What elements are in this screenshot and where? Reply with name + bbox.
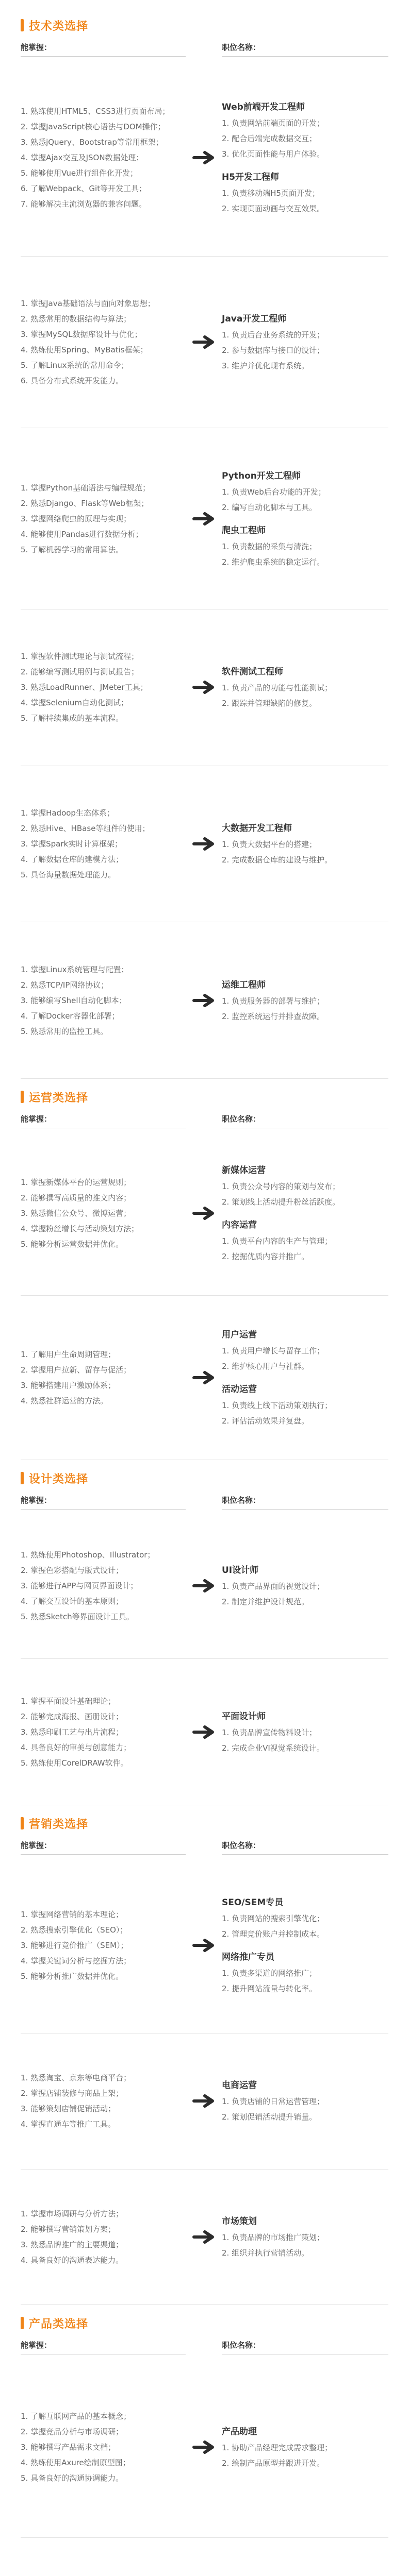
duty-list: [222, 539, 388, 570]
skill-item: 3. 熟悉LoadRunner、JMeter工具；: [21, 683, 148, 692]
duty-item: 2. 管理竞价账户并控制成本。: [222, 1929, 325, 1939]
arrow-right-icon: [186, 836, 222, 852]
job-entry: [222, 820, 388, 868]
skills-column-header: 能掌握：: [21, 2337, 186, 2354]
duty-list: [222, 185, 388, 216]
career-section: [0, 10, 409, 1082]
duty-list: [222, 1911, 388, 1942]
job-entry: [222, 311, 388, 374]
career-row: [21, 1513, 388, 1659]
career-row: [21, 257, 388, 429]
duty-item: 2. 评估活动效果并复盘。: [222, 1416, 309, 1426]
skill-item: 3. 能够搭建用户激励体系；: [21, 1381, 116, 1390]
job-entry: [222, 1708, 388, 1756]
career-section: [0, 1463, 409, 1808]
arrow-graphic: [192, 1938, 215, 1953]
skill-item: 3. 熟悉品牌推广的主要渠道；: [21, 2240, 124, 2249]
skill-item: 4. 了解Docker容器化部署；: [21, 1011, 120, 1021]
duty-list: [222, 1343, 388, 1374]
career-section: [0, 1082, 409, 1463]
job-title: SEO/SEM专员: [222, 1897, 284, 1908]
skill-item: 3. 熟悉微信公众号、微博运营；: [21, 1209, 132, 1218]
career-row: [21, 2033, 388, 2169]
column-headers: [21, 1111, 388, 1128]
career-rows: [21, 1858, 388, 2305]
job-entry: [222, 169, 388, 216]
jobs-column-header: 职位名称：: [222, 39, 388, 57]
arrow-graphic: [192, 1370, 215, 1385]
job-title: Web前端开发工程师: [222, 102, 305, 113]
duty-item: 2. 提升网站流量与转化率。: [222, 1984, 317, 1994]
skill-item: 3. 熟悉jQuery、Bootstrap等常用框架；: [21, 138, 163, 147]
jobs-list: [222, 2424, 388, 2471]
duty-item: 1. 负责大数据平台的搭建；: [222, 840, 317, 850]
skill-item: 4. 能够使用Pandas进行数据分析；: [21, 529, 143, 539]
career-row: [21, 1659, 388, 1805]
arrow-right-icon: [186, 2093, 222, 2109]
skill-item: 2. 能够撰写高质量的推文内容；: [21, 1193, 132, 1202]
skill-item: 2. 能够编写测试用例与测试报告；: [21, 667, 139, 677]
skill-item: 5. 具备良好的沟通协调能力。: [21, 2473, 124, 2483]
duty-item: 1. 负责店铺的日常运营管理；: [222, 2097, 325, 2107]
job-entry: [222, 1162, 388, 1210]
duty-item: 3. 维护并优化现有系统。: [222, 361, 309, 370]
skill-item: 5. 能够分析推广数据并优化。: [21, 1972, 124, 1981]
career-row: [21, 2538, 388, 2576]
career-row: [21, 2358, 388, 2538]
job-title: 电商运营: [222, 2080, 257, 2091]
jobs-column-header: 职位名称：: [222, 1111, 388, 1128]
skills-list: [21, 104, 186, 212]
section-heading: [21, 1812, 88, 1834]
jobs-list: [222, 99, 388, 216]
skill-item: 3. 能够撰写产品需求文档；: [21, 2443, 116, 2452]
jobs-list: [222, 664, 388, 711]
jobs-list: [222, 1327, 388, 1429]
skill-item: 3. 能够进行APP与网页界面设计；: [21, 1581, 138, 1590]
job-entry: [222, 522, 388, 570]
duty-item: 1. 负责多渠道的网络推广；: [222, 1969, 317, 1978]
career-row: [21, 1858, 388, 2033]
duty-item: 2. 策划线上活动提升粉丝活跃度。: [222, 1197, 340, 1207]
skill-item: 4. 掌握Selenium自动化测试；: [21, 698, 129, 708]
skill-item: 1. 熟悉淘宝、京东等电商平台；: [21, 2073, 132, 2083]
skills-column-header: 能掌握：: [21, 1837, 186, 1855]
skill-item: 5. 熟悉常用的监控工具。: [21, 1026, 108, 1036]
skills-list: [21, 805, 186, 883]
skill-item: 2. 掌握JavaScript核心语法与DOM操作；: [21, 122, 166, 132]
duty-item: 1. 负责服务器的部署与维护；: [222, 996, 325, 1006]
section-title: 运营类选择: [29, 1091, 89, 1105]
career-row: [21, 766, 388, 923]
career-row: [21, 428, 388, 609]
jobs-list: [222, 1562, 388, 1609]
arrow-right-icon: [186, 2229, 222, 2245]
career-row: [21, 1296, 388, 1460]
skill-item: 5. 具备海量数据处理能力。: [21, 870, 116, 880]
arrow-right-icon: [186, 1938, 222, 1953]
jobs-list: [222, 2077, 388, 2125]
jobs-column-header: 职位名称：: [222, 1492, 388, 1510]
skills-list: [21, 649, 186, 726]
skill-item: 4. 具备良好的沟通表达能力。: [21, 2255, 124, 2265]
jobs-list: [222, 1708, 388, 1756]
skill-item: 1. 掌握新媒体平台的运营规则；: [21, 1178, 132, 1187]
duty-list: [222, 993, 388, 1024]
jobs-list: [222, 2213, 388, 2261]
jobs-list: [222, 820, 388, 868]
job-title: 软件测试工程师: [222, 667, 283, 677]
jobs-list: [222, 977, 388, 1024]
duty-item: 1. 负责数据的采集与清洗；: [222, 541, 317, 551]
title-marker-icon: [21, 2317, 24, 2329]
section-heading: [21, 2312, 88, 2334]
duty-item: 1. 负责线上线下活动策划执行；: [222, 1401, 333, 1410]
title-marker-icon: [21, 1091, 24, 1103]
section-heading: [21, 1086, 88, 1108]
skill-item: 4. 熟练使用Spring、MyBatis框架；: [21, 345, 148, 354]
career-row: [21, 60, 388, 257]
skill-item: 6. 具备分布式系统开发能力。: [21, 376, 124, 385]
arrow-graphic: [192, 836, 215, 852]
job-title: 新媒体运营: [222, 1165, 266, 1176]
skill-item: 5. 了解Linux系统的常用命令；: [21, 361, 129, 370]
career-row: [21, 1131, 388, 1296]
arrow-right-icon: [186, 1206, 222, 1221]
career-rows: [21, 60, 388, 1079]
job-entry: [222, 977, 388, 1024]
skill-item: 5. 能够使用Vue进行组件化开发；: [21, 168, 138, 178]
career-rows: [21, 1513, 388, 1805]
skill-item: 1. 熟练使用HTML5、CSS3进行页面布局；: [21, 107, 170, 116]
skill-item: 1. 掌握网络营销的基本理论；: [21, 1910, 124, 1920]
duty-item: 2. 绘制产品原型并跟进开发。: [222, 2459, 325, 2468]
job-entry: [222, 664, 388, 711]
duty-list: [222, 1965, 388, 1996]
skill-item: 4. 掌握粉丝增长与活动策划方法；: [21, 1224, 139, 1233]
career-section: [0, 2308, 409, 2576]
arrow-graphic: [192, 1724, 215, 1740]
skills-column-header: 能掌握：: [21, 1111, 186, 1128]
job-entry: [222, 2424, 388, 2471]
skill-item: 5. 能够分析运营数据并优化。: [21, 1240, 124, 1249]
jobs-list: [222, 1162, 388, 1264]
duty-item: 2. 监控系统运行并排查故障。: [222, 1011, 325, 1021]
skill-item: 2. 能够撰写营销策划方案；: [21, 2224, 116, 2234]
job-entry: [222, 1381, 388, 1429]
section-heading: [21, 1467, 88, 1489]
duty-item: 2. 制定并维护设计规范。: [222, 1597, 309, 1606]
skill-item: 4. 熟悉社群运营的方法。: [21, 1396, 108, 1405]
column-headers: [21, 1492, 388, 1510]
skills-list: [21, 1907, 186, 1984]
section-title: 营销类选择: [29, 1818, 89, 1831]
job-title: 爬虫工程师: [222, 525, 266, 536]
skill-item: 1. 掌握市场调研与分析方法；: [21, 2209, 124, 2218]
skill-item: 4. 掌握关键词分析与挖掘方法；: [21, 1956, 132, 1966]
duty-item: 3. 优化页面性能与用户体验。: [222, 149, 325, 159]
job-title: H5开发工程师: [222, 172, 280, 183]
skills-list: [21, 2206, 186, 2268]
job-entry: [222, 2077, 388, 2125]
duty-item: 1. 负责后台业务系统的开发；: [222, 330, 325, 340]
duty-item: 1. 负责平台内容的生产与管理；: [222, 1236, 333, 1246]
arrow-right-icon: [186, 334, 222, 350]
skill-item: 6. 了解Webpack、Git等开发工具；: [21, 184, 147, 194]
job-title: Python开发工程师: [222, 470, 301, 481]
job-title: 用户运营: [222, 1330, 257, 1340]
duty-list: [222, 1179, 388, 1210]
job-title: 市场策划: [222, 2216, 257, 2227]
job-entry: [222, 1217, 388, 1264]
career-rows: [21, 2358, 388, 2576]
skills-list: [21, 1175, 186, 1252]
duty-item: 2. 维护核心用户与社群。: [222, 1362, 309, 1371]
duty-item: 1. 负责移动端H5页面开发；: [222, 189, 320, 198]
skill-item: 7. 能够解决主流浏览器的兼容问题。: [21, 199, 147, 209]
skill-item: 1. 熟练使用Photoshop、Illustrator；: [21, 1550, 155, 1560]
arrow-right-icon: [186, 2439, 222, 2455]
duty-item: 1. 负责产品的功能与性能测试；: [222, 683, 333, 693]
title-marker-icon: [21, 1817, 24, 1829]
skill-item: 3. 能够编写Shell自动化脚本；: [21, 995, 127, 1005]
skill-item: 2. 熟悉Django、Flask等Web框架；: [21, 498, 149, 508]
job-title: 运维工程师: [222, 979, 266, 990]
title-marker-icon: [21, 19, 24, 31]
job-entry: [222, 1562, 388, 1609]
skill-item: 1. 掌握软件测试理论与测试流程；: [21, 652, 139, 662]
skill-item: 2. 掌握店铺装修与商品上架；: [21, 2089, 124, 2098]
skill-item: 1. 掌握Python基础语法与编程规范；: [21, 483, 151, 493]
arrow-right-icon: [186, 150, 222, 165]
duty-list: [222, 1725, 388, 1756]
skill-item: 1. 掌握Hadoop生态体系；: [21, 808, 114, 818]
jobs-list: [222, 1894, 388, 1996]
job-title: 平面设计师: [222, 1711, 266, 1722]
arrow-right-icon: [186, 993, 222, 1008]
job-entry: [222, 1949, 388, 1996]
title-marker-icon: [21, 1472, 24, 1484]
skills-list: [21, 480, 186, 557]
duty-item: 1. 负责Web后台功能的开发；: [222, 487, 326, 497]
duty-item: 1. 负责公众号内容的策划与发布；: [222, 1182, 340, 1191]
duty-item: 2. 组织并执行营销活动。: [222, 2248, 309, 2258]
skills-list: [21, 1693, 186, 1771]
skill-item: 1. 掌握Linux系统管理与配置；: [21, 964, 129, 974]
career-row: [21, 609, 388, 766]
jobs-list: [222, 311, 388, 374]
job-title: Java开发工程师: [222, 314, 287, 324]
skill-item: 3. 掌握Spark实时计算框架；: [21, 839, 123, 849]
job-entry: [222, 1327, 388, 1374]
skill-item: 4. 了解数据仓库的建模方法；: [21, 855, 124, 865]
arrow-right-icon: [186, 511, 222, 527]
job-entry: [222, 1894, 388, 1942]
skill-item: 2. 掌握竞品分析与市场调研；: [21, 2427, 124, 2437]
skill-item: 1. 掌握平面设计基础理论；: [21, 1696, 116, 1706]
skill-item: 5. 了解机器学习的常用算法。: [21, 545, 124, 554]
career-section: [0, 1808, 409, 2308]
duty-item: 1. 负责品牌的市场推广策划；: [222, 2232, 325, 2242]
skill-item: 2. 熟悉TCP/IP网络协议；: [21, 980, 109, 990]
skill-item: 4. 熟练使用Axure绘制原型图；: [21, 2458, 130, 2468]
skills-list: [21, 962, 186, 1039]
section-heading: [21, 14, 88, 36]
skills-list: [21, 2409, 186, 2486]
job-entry: [222, 468, 388, 515]
column-headers: [21, 39, 388, 57]
jobs-column-header: 职位名称：: [222, 1837, 388, 1855]
skill-item: 3. 熟悉印刷工艺与出片流程；: [21, 1727, 124, 1737]
duty-item: 2. 挖掘优质内容并推广。: [222, 1252, 309, 1261]
skill-item: 3. 掌握MySQL数据库设计与优化；: [21, 330, 142, 339]
arrow-right-icon: [186, 1724, 222, 1740]
arrow-graphic: [192, 2439, 215, 2455]
skill-item: 5. 熟悉Sketch等界面设计工具。: [21, 1612, 134, 1621]
duty-item: 1. 负责品牌宣传物料设计；: [222, 1727, 317, 1737]
arrow-right-icon: [186, 1578, 222, 1594]
career-row: [21, 922, 388, 1079]
skill-item: 2. 掌握色彩搭配与版式设计；: [21, 1565, 124, 1575]
arrow-graphic: [192, 334, 215, 350]
skill-item: 4. 掌握直通车等推广工具。: [21, 2120, 116, 2129]
job-title: 大数据开发工程师: [222, 823, 292, 834]
duty-item: 2. 编写自动化脚本与工具。: [222, 502, 317, 512]
skill-item: 1. 了解互联网产品的基本概念；: [21, 2412, 132, 2421]
section-title: 设计类选择: [29, 1472, 89, 1486]
jobs-column-header: 职位名称：: [222, 2337, 388, 2354]
arrow-right-icon: [186, 1370, 222, 1385]
skill-item: 4. 具备良好的审美与创意能力；: [21, 1742, 132, 1752]
duty-list: [222, 115, 388, 162]
arrow-graphic: [192, 680, 215, 695]
duty-list: [222, 327, 388, 374]
duty-list: [222, 2440, 388, 2471]
jobs-list: [222, 468, 388, 570]
duty-item: 1. 负责用户增长与留存工作；: [222, 1346, 325, 1355]
skill-item: 1. 掌握Java基础语法与面向对象思想；: [21, 299, 155, 308]
skill-item: 5. 熟练使用CorelDRAW软件。: [21, 1758, 128, 1768]
skill-item: 4. 掌握Ajax交互及JSON数据处理；: [21, 153, 144, 163]
skills-list: [21, 296, 186, 388]
section-title: 产品类选择: [29, 2317, 89, 2331]
arrow-right-icon: [186, 680, 222, 695]
career-row: [21, 2170, 388, 2305]
duty-item: 1. 负责网站的搜索引擎优化；: [222, 1914, 325, 1924]
job-title: 产品助理: [222, 2427, 257, 2437]
duty-list: [222, 1579, 388, 1609]
duty-list: [222, 680, 388, 711]
duty-item: 2. 跟踪并管理缺陷的修复。: [222, 699, 317, 708]
job-entry: [222, 2213, 388, 2261]
job-title: 内容运营: [222, 1220, 257, 1230]
skill-item: 2. 掌握用户拉新、留存与促活；: [21, 1365, 132, 1375]
duty-list: [222, 1233, 388, 1264]
duty-list: [222, 2230, 388, 2261]
arrow-graphic: [192, 2229, 215, 2245]
skill-item: 5. 了解持续集成的基本流程。: [21, 714, 124, 723]
duty-item: 2. 维护爬虫系统的稳定运行。: [222, 557, 325, 567]
duty-item: 1. 协助产品经理完成需求整理；: [222, 2443, 333, 2453]
skill-item: 2. 能够完成海报、画册设计；: [21, 1711, 124, 1721]
skill-item: 2. 熟悉Hive、HBase等组件的使用；: [21, 824, 150, 834]
arrow-graphic: [192, 993, 215, 1008]
arrow-graphic: [192, 511, 215, 527]
career-rows: [21, 1131, 388, 1460]
skills-list: [21, 1547, 186, 1624]
job-entry: [222, 99, 388, 162]
duty-item: 2. 参与数据库与接口的设计；: [222, 346, 325, 355]
skill-item: 1. 了解用户生命周期管理；: [21, 1350, 116, 1359]
duty-list: [222, 484, 388, 515]
arrow-graphic: [192, 150, 215, 165]
duty-list: [222, 837, 388, 868]
skill-item: 3. 掌握网络爬虫的原理与实现；: [21, 514, 132, 523]
duty-item: 2. 配合后端完成数据交互；: [222, 134, 317, 144]
column-headers: [21, 1837, 388, 1855]
duty-item: 2. 完成数据仓库的建设与维护。: [222, 855, 333, 865]
skill-item: 3. 能够策划店铺促销活动；: [21, 2104, 116, 2114]
job-title: UI设计师: [222, 1565, 259, 1575]
section-title: 技术类选择: [29, 20, 89, 33]
duty-item: 2. 策划促销活动提升销量。: [222, 2112, 317, 2122]
skill-item: 4. 了解交互设计的基本原则；: [21, 1596, 124, 1606]
skill-item: 2. 熟悉搜索引擎优化（SEO）；: [21, 1925, 128, 1935]
skills-column-header: 能掌握：: [21, 1492, 186, 1510]
job-title: 网络推广专员: [222, 1952, 274, 1963]
skills-column-header: 能掌握：: [21, 39, 186, 57]
duty-list: [222, 2094, 388, 2125]
skill-item: 3. 能够进行竞价推广（SEM）；: [21, 1941, 128, 1951]
skills-list: [21, 1347, 186, 1409]
duty-item: 2. 完成企业VI视觉系统设计。: [222, 1743, 324, 1753]
arrow-graphic: [192, 1578, 215, 1594]
arrow-graphic: [192, 1206, 215, 1221]
arrow-graphic: [192, 2093, 215, 2109]
duty-item: 2. 实现页面动画与交互效果。: [222, 204, 325, 214]
duty-item: 1. 负责产品界面的视觉设计；: [222, 1581, 325, 1591]
skills-list: [21, 2070, 186, 2132]
duty-list: [222, 1398, 388, 1429]
duty-item: 1. 负责网站前端页面的开发；: [222, 118, 325, 128]
column-headers: [21, 2337, 388, 2354]
skill-item: 2. 熟悉常用的数据结构与算法；: [21, 314, 132, 324]
job-title: 活动运营: [222, 1384, 257, 1395]
